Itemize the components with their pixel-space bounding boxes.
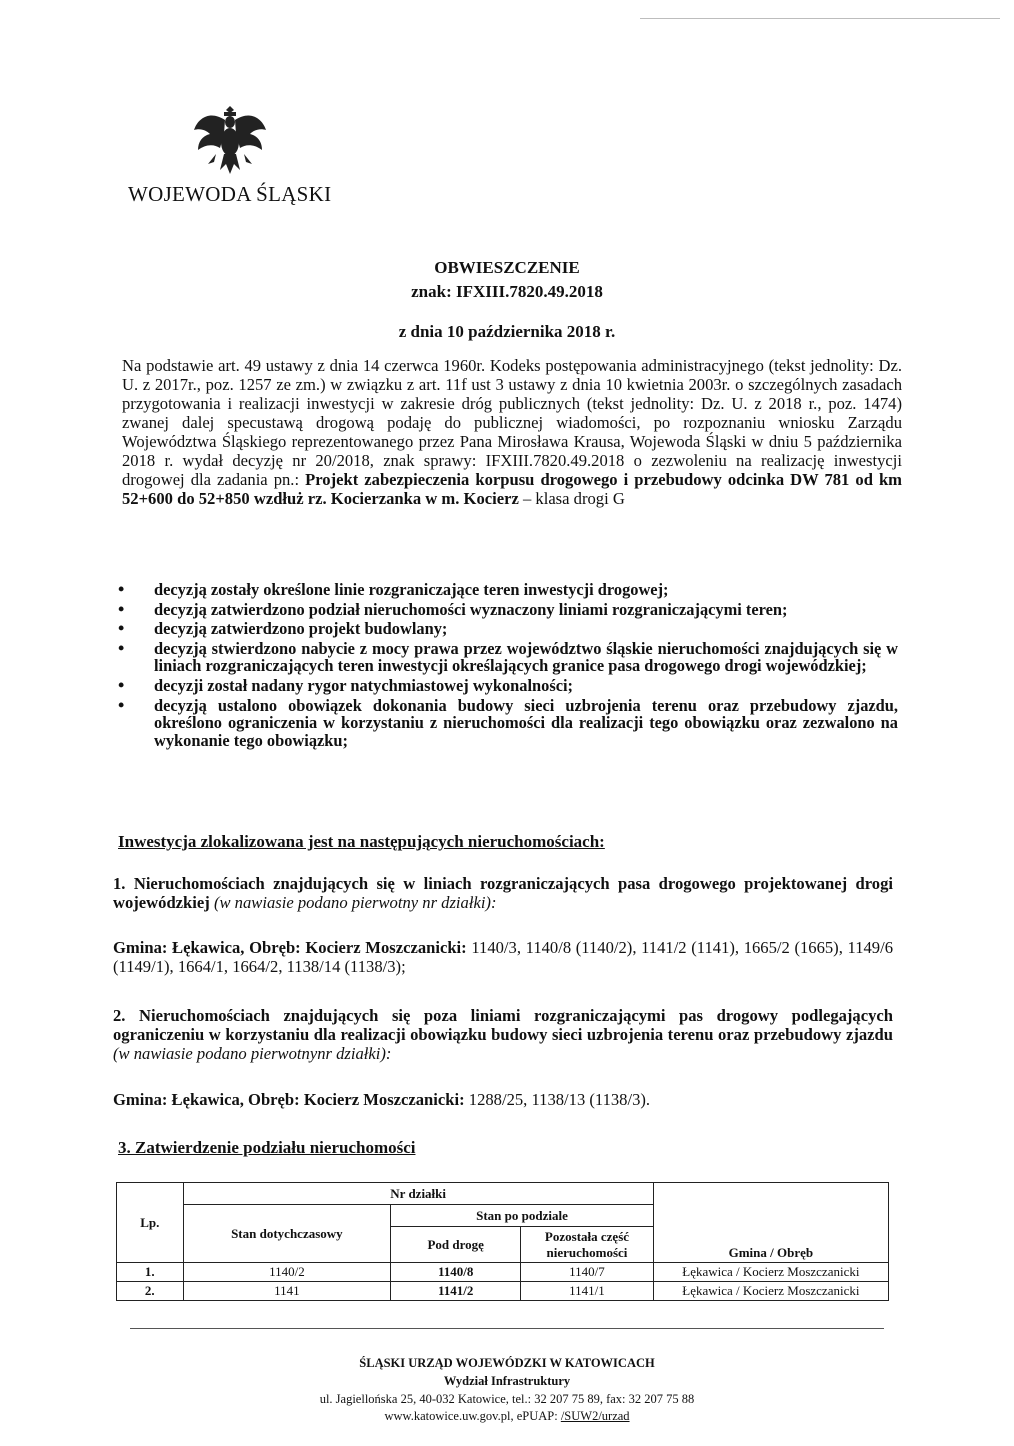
list-item: • decyzją ustalono obowiązek dokonania budowy sieci uzbrojenia terenu oraz przebudowy zjazdu, określono ograniczenia w korzystaniu z nieruchomości dla realizacji tego obowiązku oraz zezwalono na wykonanie tego obowiązku; — [118, 694, 898, 750]
intro-text: Na podstawie art. 49 ustawy z dnia 14 czerwca 1960r. Kodeks postępowania administracyjnego (tekst jednolity: Dz. U. z 2017r., poz. 1257 ze zm.) w związku z art. 11f ust 3 ustawy z dnia 10 kwietnia 2003r. o szczególnych zasadach przygotowania i realizacji inwestycji w zakresie dróg publicznych (tekst jednolity: Dz. U. z 2018 r., poz. 1474) zwanej dalej specustawą drogową podaję do publicznej wiadomości, po rozpoznaniu wniosku Zarządu Województwa Śląskiego reprezentowanego przez Pana Mirosława Krausa, Wojewoda Śląski w dniu 5 października 2018 r. wydał decyzję nr 20/2018, znak sprawy: IFXIII.7820.49.2018 o zezwoleniu na realizację inwestycji drogowej dla zadania pn.: — [122, 356, 902, 489]
road-class: – klasa drogi G — [518, 489, 625, 508]
list-item: • decyzją stwierdzono nabycie z mocy prawa przez województwo śląskie nieruchomości znajdujących się w liniach rozgraniczających teren inwestycji określających granice pasa drogowego drogi wojewódzkiej; — [118, 637, 898, 676]
property-item-2-parcels: Gmina: Łękawica, Obręb: Kocierz Moszczanicki: 1288/25, 1138/13 (1138/3). — [113, 1090, 651, 1109]
footer-address: ul. Jagiellońska 25, 40-032 Katowice, tel.: 32 207 75 89, fax: 32 207 75 88 — [319, 1392, 695, 1406]
col-lp: Lp. — [117, 1183, 184, 1263]
decisions-list — [118, 581, 898, 751]
property-item-2: 2. Nieruchomościach znajdujących się poza liniami rozgraniczającymi pas drogowy podlegających ograniczeniu w korzystaniu dla realizacji obowiązku budowy sieci uzbrojenia terenu oraz przebudowy zjazdu (w nawiasie podano pierwotnynr działki): — [113, 1006, 893, 1063]
authority-name: WOJEWODA ŚLĄSKI — [128, 182, 332, 206]
bullet-icon: • — [118, 598, 125, 619]
bullet-icon: • — [118, 674, 125, 695]
table-row: 2. 1141 1141/2 1141/1 Łękawica / Kocierz Moszczanicki — [117, 1282, 889, 1301]
col-rest: Pozostała część nieruchomości — [521, 1227, 654, 1263]
property-item-1-parcels: Gmina: Łękawica, Obręb: Kocierz Moszczanicki: 1140/3, 1140/8 (1140/2), 1141/2 (1141), 1665/2 (1665), 1149/6 (1149/1), 1664/1, 1664/2, 1138/14 (1138/3); — [113, 938, 893, 976]
property-item-1: 1. Nieruchomościach znajdujących się w liniach rozgraniczających pasa drogowego projektowanej drogi wojewódzkiej (w nawiasie podano pierwotny nr działki): — [113, 874, 893, 912]
list-item: • decyzją zatwierdzono projekt budowlany; — [118, 618, 448, 639]
division-table — [116, 1182, 889, 1301]
list-item: • decyzją zostały określone linie rozgraniczające teren inwestycji drogowej; — [118, 579, 669, 599]
list-item: • decyzji został nadany rygor natychmiastowej wykonalności; — [118, 674, 574, 695]
notice-reference: znak: IFXIII.7820.49.2018 — [411, 282, 603, 301]
notice-date: z dnia 10 października 2018 r. — [398, 322, 616, 341]
bullet-icon: • — [118, 637, 125, 658]
col-before: Stan dotychczasowy — [183, 1205, 391, 1263]
col-commune: Gmina / Obręb — [653, 1183, 888, 1263]
epuap-link[interactable]: /SUW2/urzad — [560, 1409, 630, 1423]
bullet-icon: • — [118, 579, 125, 599]
col-parcel: Nr działki — [183, 1183, 653, 1205]
intro-paragraph — [122, 356, 902, 508]
polish-eagle-emblem-icon — [190, 100, 270, 180]
footer-department: Wydział Infrastruktury — [443, 1374, 571, 1388]
bullet-icon: • — [118, 618, 125, 639]
properties-heading: Inwestycja zlokalizowana jest na następujących nieruchomościach: — [118, 832, 605, 851]
project-name: Projekt zabezpieczenia korpusu drogowego i przebudowy odcinka DW 781 od km 52+600 do 52+850 wzdłuż rz. Kocierzanka w m. Kocierz — [122, 470, 903, 508]
footer-office: ŚLĄSKI URZĄD WOJEWÓDZKI W KATOWICACH — [359, 1356, 655, 1370]
col-road: Pod drogę — [391, 1227, 521, 1263]
division-heading: 3. Zatwierdzenie podziału nieruchomości — [118, 1138, 416, 1157]
notice-title: OBWIESZCZENIE — [434, 258, 580, 277]
list-item: • decyzją zatwierdzono podział nieruchomości wyznaczony liniami rozgraniczającymi teren; — [118, 598, 788, 619]
footer-web: www.katowice.uw.gov.pl, ePUAP: /SUW2/urzad — [384, 1409, 630, 1423]
footer-divider — [130, 1328, 884, 1329]
scan-artifact-line — [640, 18, 1000, 19]
bullet-icon: • — [118, 694, 125, 715]
table-row: 1. 1140/2 1140/8 1140/7 Łękawica / Kocierz Moszczanicki — [117, 1263, 889, 1282]
col-after: Stan po podziale — [391, 1205, 654, 1227]
